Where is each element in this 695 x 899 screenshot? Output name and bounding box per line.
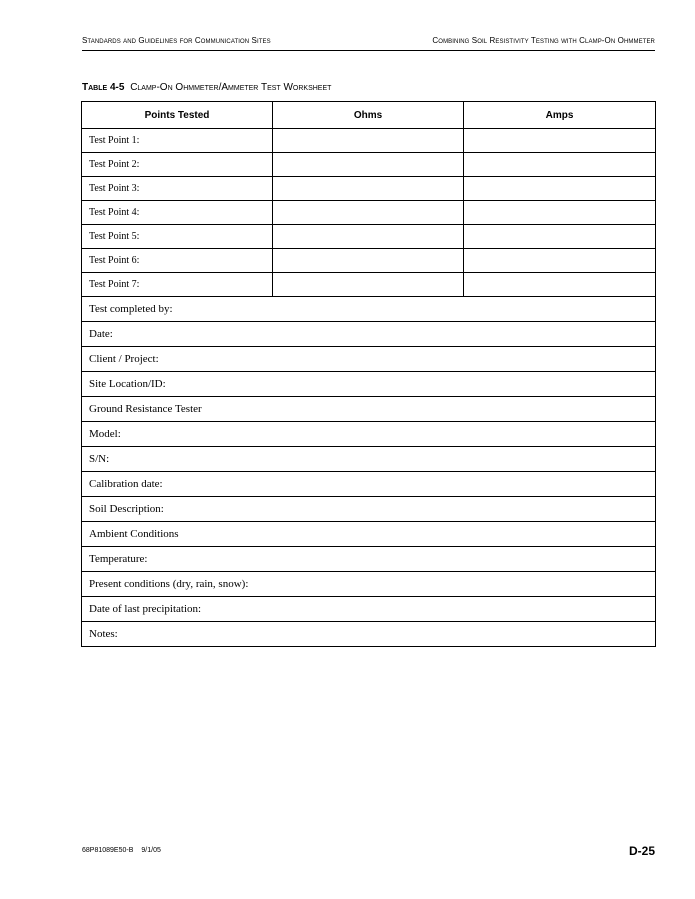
test-point-label: Test Point 6: <box>82 249 273 273</box>
ohms-cell[interactable] <box>273 153 464 177</box>
table-row <box>82 372 656 397</box>
table-row <box>82 273 656 297</box>
field-ground-resistance-tester: Ground Resistance Tester <box>82 397 656 422</box>
header-left-title: Standards and Guidelines for Communication Sites <box>82 36 271 45</box>
ohms-cell[interactable] <box>273 129 464 153</box>
ohms-cell[interactable] <box>273 225 464 249</box>
running-header <box>82 36 655 50</box>
table-row <box>82 422 656 447</box>
amps-cell[interactable] <box>464 201 656 225</box>
table-row <box>82 472 656 497</box>
document-number: 68P81089E50-B <box>82 847 134 854</box>
field-client-project[interactable]: Client / Project: <box>82 347 656 372</box>
field-ambient-conditions: Ambient Conditions <box>82 522 656 547</box>
ohms-cell[interactable] <box>273 273 464 297</box>
table-row <box>82 153 656 177</box>
table-row <box>82 547 656 572</box>
test-point-label: Test Point 1: <box>82 129 273 153</box>
amps-cell[interactable] <box>464 153 656 177</box>
worksheet-table <box>81 101 656 647</box>
field-present-conditions[interactable]: Present conditions (dry, rain, snow): <box>82 572 656 597</box>
test-point-label: Test Point 3: <box>82 177 273 201</box>
table-row <box>82 225 656 249</box>
table-row <box>82 201 656 225</box>
page-number: D-25 <box>628 844 655 858</box>
column-header-ohms: Ohms <box>273 102 464 129</box>
ohms-cell[interactable] <box>273 201 464 225</box>
test-point-label: Test Point 5: <box>82 225 273 249</box>
amps-cell[interactable] <box>464 249 656 273</box>
field-test-completed-by[interactable]: Test completed by: <box>82 297 656 322</box>
column-header-amps: Amps <box>464 102 656 129</box>
document-date: 9/1/05 <box>141 847 161 854</box>
table-row <box>82 177 656 201</box>
amps-cell[interactable] <box>464 225 656 249</box>
table-row <box>82 347 656 372</box>
ohms-cell[interactable] <box>273 177 464 201</box>
table-header-row <box>82 102 656 129</box>
table-caption <box>82 82 331 93</box>
field-serial-number[interactable]: S/N: <box>82 447 656 472</box>
table-row <box>82 522 656 547</box>
field-site-location[interactable]: Site Location/ID: <box>82 372 656 397</box>
table-caption-title: Clamp-On Ohmmeter/Ammeter Test Worksheet <box>130 82 332 93</box>
field-calibration-date[interactable]: Calibration date: <box>82 472 656 497</box>
field-soil-description[interactable]: Soil Description: <box>82 497 656 522</box>
table-row <box>82 597 656 622</box>
field-model[interactable]: Model: <box>82 422 656 447</box>
table-row <box>82 397 656 422</box>
field-last-precipitation[interactable]: Date of last precipitation: <box>82 597 656 622</box>
field-notes[interactable]: Notes: <box>82 622 656 647</box>
test-point-label: Test Point 2: <box>82 153 273 177</box>
amps-cell[interactable] <box>464 273 656 297</box>
test-point-label: Test Point 7: <box>82 273 273 297</box>
table-row <box>82 447 656 472</box>
header-right-title: Combining Soil Resistivity Testing with Clamp-On Ohmmeter <box>432 36 655 45</box>
ohms-cell[interactable] <box>273 249 464 273</box>
table-row <box>82 497 656 522</box>
table-row <box>82 572 656 597</box>
amps-cell[interactable] <box>464 129 656 153</box>
table-row <box>82 249 656 273</box>
field-temperature[interactable]: Temperature: <box>82 547 656 572</box>
table-caption-label: Table 4-5 <box>82 82 125 93</box>
table-row <box>82 322 656 347</box>
test-point-label: Test Point 4: <box>82 201 273 225</box>
table-row <box>82 297 656 322</box>
amps-cell[interactable] <box>464 177 656 201</box>
header-rule <box>82 50 655 51</box>
field-date[interactable]: Date: <box>82 322 656 347</box>
table-row <box>82 129 656 153</box>
table-row <box>82 622 656 647</box>
column-header-points-tested: Points Tested <box>82 102 273 129</box>
page-footer-left <box>82 847 161 854</box>
